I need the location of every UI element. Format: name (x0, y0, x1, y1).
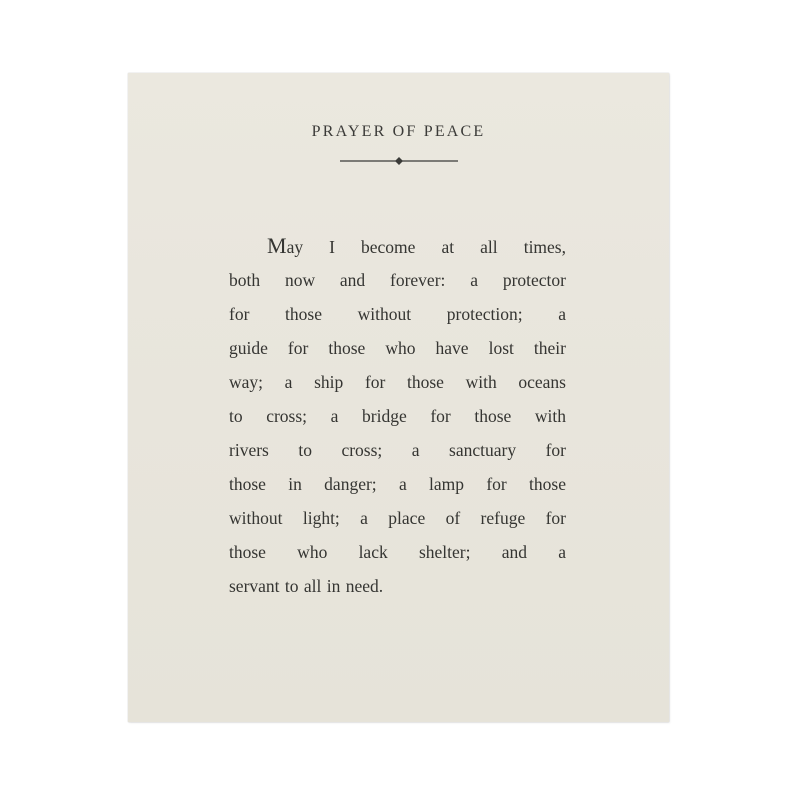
diamond-divider-icon (340, 153, 458, 169)
prayer-body (229, 229, 566, 603)
prayer-print (128, 73, 669, 722)
drop-cap-initial: M (267, 233, 287, 258)
prayer-line: those who lack shelter; and a (229, 542, 566, 562)
prayer-line: those in danger; a lamp for those (229, 474, 566, 494)
prayer-line-1 (229, 229, 566, 263)
prayer-line: without light; a place of refuge for (229, 508, 566, 528)
prayer-line: way; a ship for those with oceans (229, 372, 566, 392)
prayer-line: for those without protection; a (229, 304, 566, 324)
prayer-line: rivers to cross; a sanctuary for (229, 440, 566, 460)
document-title: PRAYER OF PEACE (311, 123, 486, 140)
prayer-line: guide for those who have lost their (229, 338, 566, 358)
first-line-text: ay I become at all times, (286, 237, 566, 257)
prayer-line: both now and forever: a protector (229, 270, 566, 290)
prayer-last-line: servant to all in need. (229, 576, 384, 596)
prayer-line: to cross; a bridge for those with (229, 406, 566, 426)
